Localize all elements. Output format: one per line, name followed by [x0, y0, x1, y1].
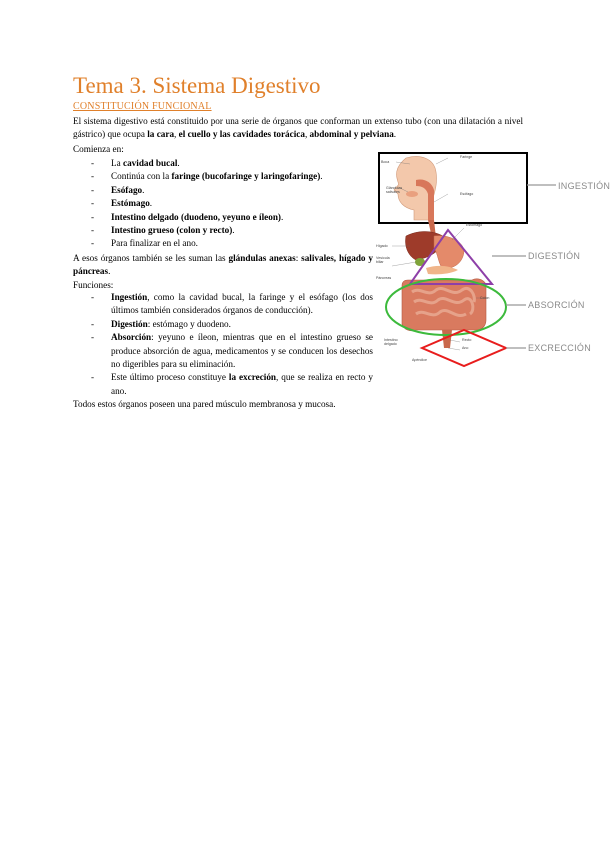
label-esofago: Esófago	[460, 192, 474, 196]
list-item: - Digestión: estómago y duodeno.	[91, 318, 373, 331]
list-item: - Esófago.	[91, 184, 361, 197]
stomach	[434, 236, 464, 269]
label-intestino: Intestino delgado	[384, 338, 398, 346]
functions-list	[91, 291, 373, 398]
page-title: Tema 3. Sistema Digestivo	[73, 73, 321, 98]
stage-ingestion: INGESTIÓN	[558, 181, 610, 191]
label-ano: Ano	[462, 346, 469, 350]
label-estomago: Estómago	[466, 223, 483, 227]
glands-paragraph: A esos órganos también se les suman las glándulas anexas: salivales, hígado y páncreas.	[73, 253, 373, 277]
list-item: - Intestino grueso (colon y recto).	[91, 224, 361, 237]
list-item: - Para finalizar en el ano.	[91, 237, 361, 250]
list-item: - Ingestión, como la cavidad bucal, la faringe y el esófago (los dos últimos también considerados órganos de conducción).	[91, 291, 373, 318]
label-colon: Colon	[480, 296, 490, 300]
stage-excrecion: EXCRECCIÓN	[528, 343, 592, 353]
label-pancreas: Páncreas	[376, 276, 392, 280]
section-subtitle: CONSTITUCIÓN FUNCIONAL	[73, 101, 212, 112]
label-higado: Hígado	[376, 244, 388, 248]
stage-digestion: DIGESTIÓN	[528, 251, 581, 261]
label-glandulas: Glándulas salivales	[386, 186, 403, 194]
label-boca: Boca	[381, 160, 390, 164]
parts-intro: Comienza en:	[73, 144, 124, 154]
label-faringe: Faringe	[460, 155, 473, 159]
list-item: - Continúa con la faringe (bucofaringe y laringofaringe).	[91, 170, 361, 183]
stage-absorcion: ABSORCIÓN	[528, 300, 585, 310]
list-item: - La cavidad bucal.	[91, 157, 361, 170]
functions-label: Funciones:	[73, 280, 114, 290]
list-item: - Absorción: yeyuno e íleon, mientras que en el intestino grueso se produce absorción de agua, medicamentos y se conducen los desechos no digeribles para su eliminación.	[91, 331, 373, 371]
label-vesicula: Vesícula biliar	[376, 256, 390, 264]
list-item: - Intestino delgado (duodeno, yeyuno e íleon).	[91, 211, 361, 224]
label-apendice: Apéndice	[412, 358, 427, 362]
list-item: - Este último proceso constituye la excreción, que se realiza en recto y ano.	[91, 371, 373, 398]
parts-list	[91, 157, 361, 251]
digestive-system-figure	[376, 150, 610, 375]
list-item: - Estómago.	[91, 197, 361, 210]
label-recto: Recto	[462, 338, 472, 342]
intro-paragraph: El sistema digestivo está constituido por una serie de órganos que conforman un extenso tubo (con una dilatación a nivel gástrico) que ocupa la cara, el cuello y las cavidades torácica, abdominal y pelviana.	[73, 116, 523, 140]
closing-paragraph: Todos estos órganos poseen una pared músculo membranosa y mucosa.	[73, 399, 336, 409]
